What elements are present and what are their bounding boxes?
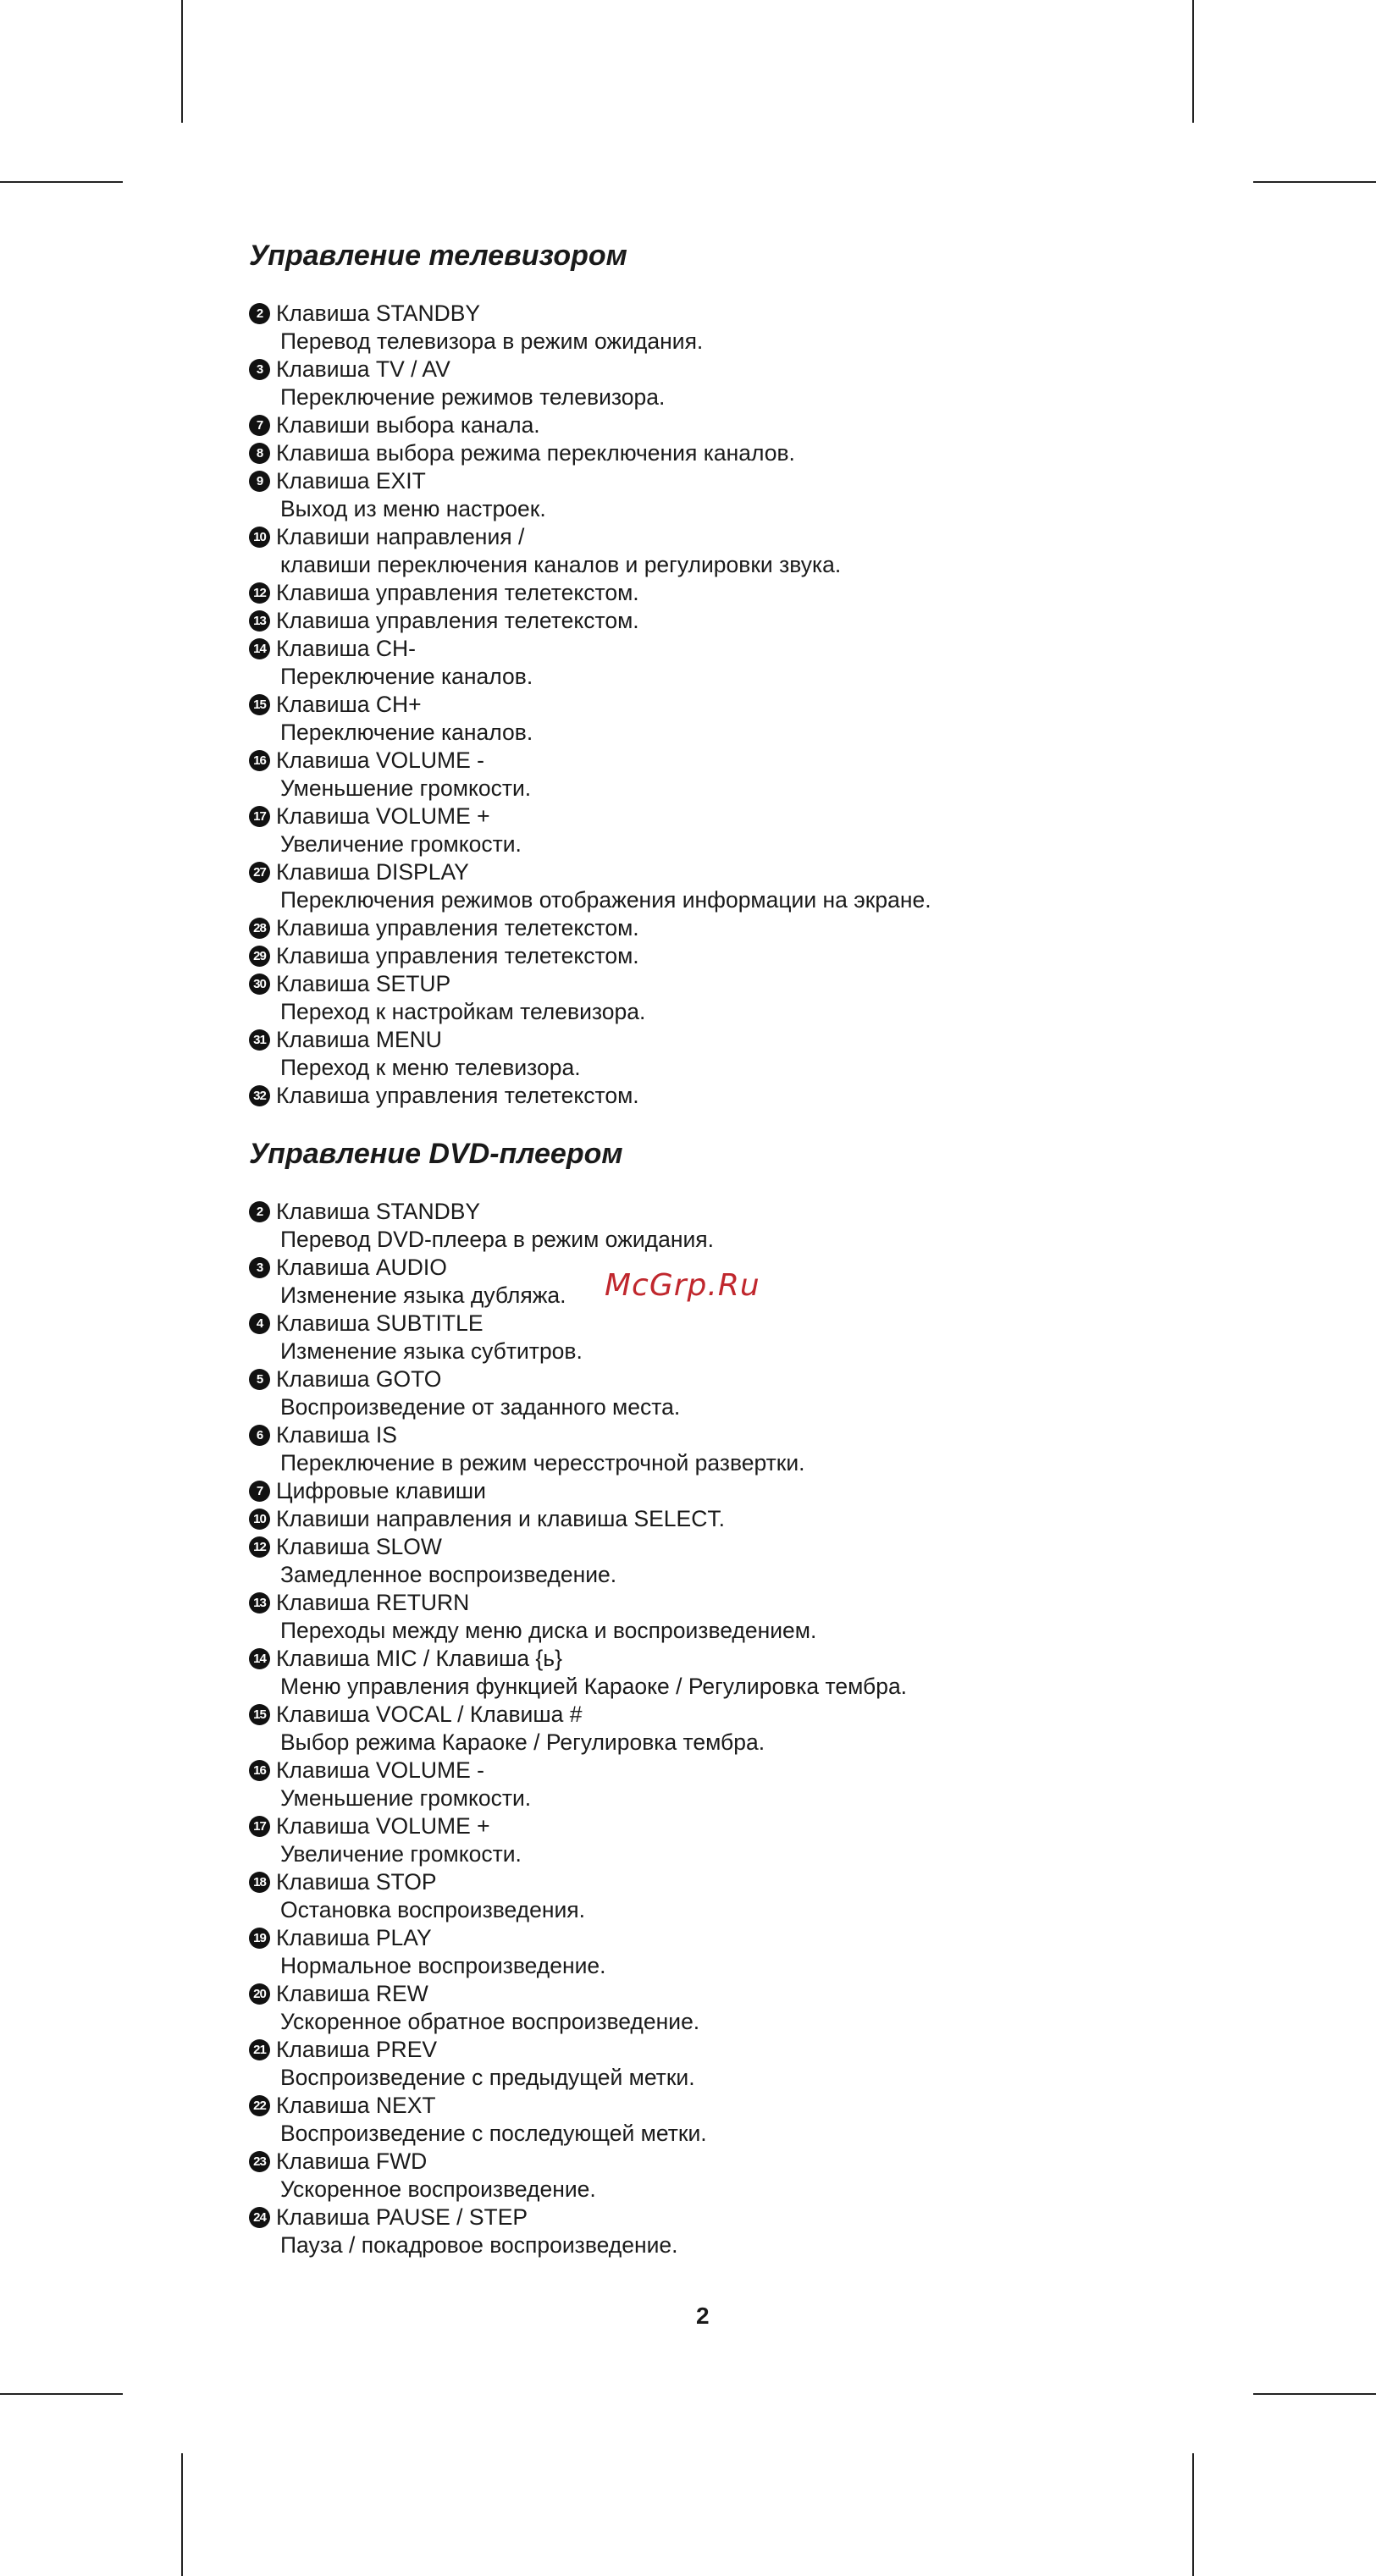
key-label: Цифровые клавиши: [276, 1478, 486, 1503]
key-line: [249, 1310, 1265, 1338]
list-item: [249, 1980, 1265, 2036]
number-badge: 24: [249, 2207, 270, 2228]
number-badge: 15: [249, 694, 270, 715]
crop-mark-left-top: [0, 181, 123, 183]
number-badge: 32: [249, 1085, 270, 1106]
key-line: [249, 1026, 1265, 1054]
list-item: [249, 411, 1265, 439]
key-description: Перевод телевизора в режим ожидания.: [280, 328, 704, 354]
number-badge: 10: [249, 527, 270, 548]
key-description: Ускоренное воспроизведение.: [280, 2176, 596, 2202]
list-item: [249, 1533, 1265, 1589]
key-description: Нормальное воспроизведение.: [280, 1953, 606, 1978]
key-line: [249, 2036, 1265, 2064]
key-description: Ускоренное обратное воспроизведение.: [280, 2009, 700, 2034]
key-label: Клавиша NEXT: [276, 2093, 436, 2118]
number-badge: 14: [249, 638, 270, 659]
list-item: [249, 2092, 1265, 2148]
number-badge: 4: [249, 1313, 270, 1334]
list-item: [249, 2148, 1265, 2204]
number-badge: 7: [249, 1481, 270, 1502]
key-line: [249, 747, 1265, 775]
key-description: Изменение языка субтитров.: [280, 1338, 583, 1364]
number-badge: 7: [249, 415, 270, 436]
key-description: Воспроизведение с предыдущей метки.: [280, 2065, 695, 2090]
list-item: [249, 579, 1265, 607]
number-badge: 16: [249, 750, 270, 771]
list-item: [249, 1645, 1265, 1701]
number-badge: 10: [249, 1509, 270, 1530]
key-description: Переключения режимов отображения информации на экране.: [280, 887, 931, 913]
key-description: Воспроизведение от заданного места.: [280, 1394, 681, 1420]
key-label: Клавиша TV / AV: [276, 356, 450, 382]
list-item: [249, 747, 1265, 803]
key-description: Переключение каналов.: [280, 720, 533, 745]
key-line: [249, 1082, 1265, 1110]
key-label: Клавиша RETURN: [276, 1590, 470, 1615]
key-line: [249, 467, 1265, 495]
crop-mark-bottom-left: [181, 2453, 183, 2576]
key-label: Клавиша EXIT: [276, 468, 426, 494]
key-label: Клавиши выбора канала.: [276, 412, 540, 438]
list-item: [249, 1365, 1265, 1421]
page-number: 2: [696, 2303, 710, 2329]
key-label: Клавиша FWD: [276, 2149, 428, 2174]
number-badge: 2: [249, 1201, 270, 1222]
key-line: [249, 356, 1265, 383]
key-description: Переходы между меню диска и воспроизведением.: [280, 1618, 817, 1643]
key-label: Клавиша VOLUME +: [276, 803, 490, 829]
key-label: Клавиша SETUP: [276, 971, 451, 996]
crop-mark-top-left: [181, 0, 183, 123]
list-item: [249, 1310, 1265, 1365]
tv-control-section: [249, 239, 1265, 1110]
number-badge: 31: [249, 1029, 270, 1051]
key-line: [249, 1477, 1265, 1505]
key-description: Изменение языка дубляжа.: [280, 1282, 566, 1308]
key-label: Клавиша STANDBY: [276, 1199, 481, 1224]
key-line: [249, 691, 1265, 719]
number-badge: 22: [249, 2095, 270, 2116]
key-line: [249, 914, 1265, 942]
number-badge: 13: [249, 610, 270, 632]
key-label: Клавиша управления телетекстом.: [276, 608, 639, 633]
key-label: Клавиша STOP: [276, 1869, 437, 1895]
key-description: Пауза / покадровое воспроизведение.: [280, 2232, 678, 2258]
page-content: [249, 239, 1265, 2259]
dvd-section-title: Управление DVD-плеером: [249, 1138, 623, 1170]
number-badge: 29: [249, 946, 270, 967]
number-badge: 18: [249, 1872, 270, 1893]
list-item: [249, 439, 1265, 467]
list-item: [249, 1198, 1265, 1254]
key-label: Клавиша VOLUME -: [276, 747, 484, 773]
number-badge: 6: [249, 1425, 270, 1446]
list-item: [249, 942, 1265, 970]
key-line: [249, 2092, 1265, 2120]
key-description: Перевод DVD-плеера в режим ожидания.: [280, 1227, 714, 1252]
key-line: [249, 858, 1265, 886]
key-label: Клавиша PREV: [276, 2037, 438, 2062]
list-item: [249, 2036, 1265, 2092]
key-line: [249, 1757, 1265, 1784]
key-label: Клавиша GOTO: [276, 1366, 442, 1392]
watermark: McGrp.Ru: [605, 1268, 760, 1303]
list-item: [249, 635, 1265, 691]
list-item: [249, 1477, 1265, 1505]
crop-mark-left-bottom: [0, 2393, 123, 2395]
list-item: [249, 300, 1265, 356]
key-description: Выбор режима Караоке / Регулировка тембра.: [280, 1729, 765, 1755]
key-line: [249, 439, 1265, 467]
key-line: [249, 523, 1265, 551]
number-badge: 5: [249, 1369, 270, 1390]
key-description: Замедленное воспроизведение.: [280, 1562, 617, 1587]
number-badge: 13: [249, 1592, 270, 1613]
key-label: Клавиша VOLUME +: [276, 1813, 490, 1839]
list-item: [249, 1505, 1265, 1533]
key-description: Переключение режимов телевизора.: [280, 384, 666, 410]
number-badge: 27: [249, 862, 270, 883]
key-line: [249, 607, 1265, 635]
list-item: [249, 691, 1265, 747]
key-label: Клавиша SUBTITLE: [276, 1310, 484, 1336]
list-item: [249, 1924, 1265, 1980]
key-description: Остановка воспроизведения.: [280, 1897, 586, 1922]
key-line: [249, 803, 1265, 830]
key-line: [249, 411, 1265, 439]
list-item: [249, 1082, 1265, 1110]
crop-mark-right-top: [1253, 181, 1376, 183]
key-label: Клавиша управления телетекстом.: [276, 943, 639, 968]
key-label: Клавиша AUDIO: [276, 1255, 447, 1280]
dvd-key-list: [249, 1198, 1265, 2259]
key-line: [249, 579, 1265, 607]
key-description: Уменьшение громкости.: [280, 1785, 532, 1811]
key-description: Увеличение громкости.: [280, 831, 522, 857]
key-label: Клавиша DISPLAY: [276, 859, 469, 885]
key-line: [249, 1365, 1265, 1393]
list-item: [249, 1421, 1265, 1477]
key-label: Клавиша управления телетекстом.: [276, 580, 639, 605]
key-label: Клавиша PLAY: [276, 1925, 432, 1950]
key-description: Переход к настройкам телевизора.: [280, 999, 646, 1024]
key-label: Клавиша REW: [276, 1981, 428, 2006]
key-label: Клавиша SLOW: [276, 1534, 442, 1559]
key-label: Клавиша STANDBY: [276, 301, 481, 326]
key-line: [249, 1645, 1265, 1673]
key-line: [249, 970, 1265, 998]
key-line: [249, 1198, 1265, 1226]
number-badge: 23: [249, 2151, 270, 2172]
key-label: Клавиша MIC / Клавиша {ь}: [276, 1646, 562, 1671]
dvd-control-section: [249, 1137, 1265, 2259]
key-line: [249, 2148, 1265, 2176]
number-badge: 15: [249, 1704, 270, 1725]
key-label: Клавиши направления и клавиша SELECT.: [276, 1506, 725, 1531]
list-item: [249, 1812, 1265, 1868]
key-label: Клавиша IS: [276, 1422, 397, 1448]
key-label: Клавиша управления телетекстом.: [276, 915, 639, 940]
list-item: [249, 1026, 1265, 1082]
key-line: [249, 1701, 1265, 1729]
list-item: [249, 914, 1265, 942]
key-line: [249, 942, 1265, 970]
tv-key-list: [249, 300, 1265, 1110]
key-label: Клавиша VOLUME -: [276, 1757, 484, 1783]
list-item: [249, 607, 1265, 635]
key-line: [249, 1980, 1265, 2008]
key-line: [249, 1589, 1265, 1617]
number-badge: 17: [249, 806, 270, 827]
number-badge: 20: [249, 1983, 270, 2005]
list-item: [249, 523, 1265, 579]
key-description: Переключение каналов.: [280, 664, 533, 689]
number-badge: 30: [249, 974, 270, 995]
key-line: [249, 1812, 1265, 1840]
number-badge: 12: [249, 1536, 270, 1558]
key-description: Переключение в режим чересстрочной развертки.: [280, 1450, 805, 1476]
key-line: [249, 1533, 1265, 1561]
key-label: Клавиша CH+: [276, 692, 422, 717]
key-label: Клавиша выбора режима переключения каналов.: [276, 440, 795, 466]
key-line: [249, 1868, 1265, 1896]
crop-mark-right-bottom: [1253, 2393, 1376, 2395]
number-badge: 2: [249, 303, 270, 324]
number-badge: 21: [249, 2039, 270, 2060]
key-description: Уменьшение громкости.: [280, 775, 532, 801]
key-label: Клавиша MENU: [276, 1027, 442, 1052]
list-item: [249, 467, 1265, 523]
key-label: Клавиша управления телетекстом.: [276, 1083, 639, 1108]
number-badge: 16: [249, 1760, 270, 1781]
list-item: [249, 1589, 1265, 1645]
crop-mark-top-right: [1192, 0, 1194, 123]
key-line: [249, 1505, 1265, 1533]
list-item: [249, 2204, 1265, 2259]
key-label: Клавиша VOCAL / Клавиша #: [276, 1702, 583, 1727]
list-item: [249, 1701, 1265, 1757]
tv-section-title: Управление телевизором: [249, 240, 627, 272]
key-description: Переход к меню телевизора.: [280, 1055, 581, 1080]
list-item: [249, 970, 1265, 1026]
key-description: Увеличение громкости.: [280, 1841, 522, 1867]
key-label: Клавиша CH-: [276, 636, 416, 661]
number-badge: 17: [249, 1816, 270, 1837]
number-badge: 12: [249, 582, 270, 604]
number-badge: 14: [249, 1648, 270, 1669]
key-line: [249, 2204, 1265, 2231]
key-line: [249, 1421, 1265, 1449]
key-label: Клавиша PAUSE / STEP: [276, 2204, 528, 2230]
number-badge: 3: [249, 359, 270, 380]
list-item: [249, 858, 1265, 914]
key-description: Выход из меню настроек.: [280, 496, 546, 521]
number-badge: 3: [249, 1257, 270, 1278]
number-badge: 9: [249, 471, 270, 492]
list-item: [249, 803, 1265, 858]
list-item: [249, 1868, 1265, 1924]
key-description: Меню управления функцией Караоке / Регулировка тембра.: [280, 1674, 908, 1699]
key-description: Воспроизведение с последующей метки.: [280, 2121, 707, 2146]
number-badge: 28: [249, 918, 270, 939]
list-item: [249, 356, 1265, 411]
number-badge: 19: [249, 1928, 270, 1949]
crop-mark-bottom-right: [1192, 2453, 1194, 2576]
list-item: [249, 1757, 1265, 1812]
key-label: Клавиши направления /: [276, 524, 525, 549]
key-line: [249, 1924, 1265, 1952]
key-description: клавиши переключения каналов и регулировки звука.: [280, 552, 842, 577]
key-line: [249, 635, 1265, 663]
number-badge: 8: [249, 443, 270, 464]
key-line: [249, 300, 1265, 328]
